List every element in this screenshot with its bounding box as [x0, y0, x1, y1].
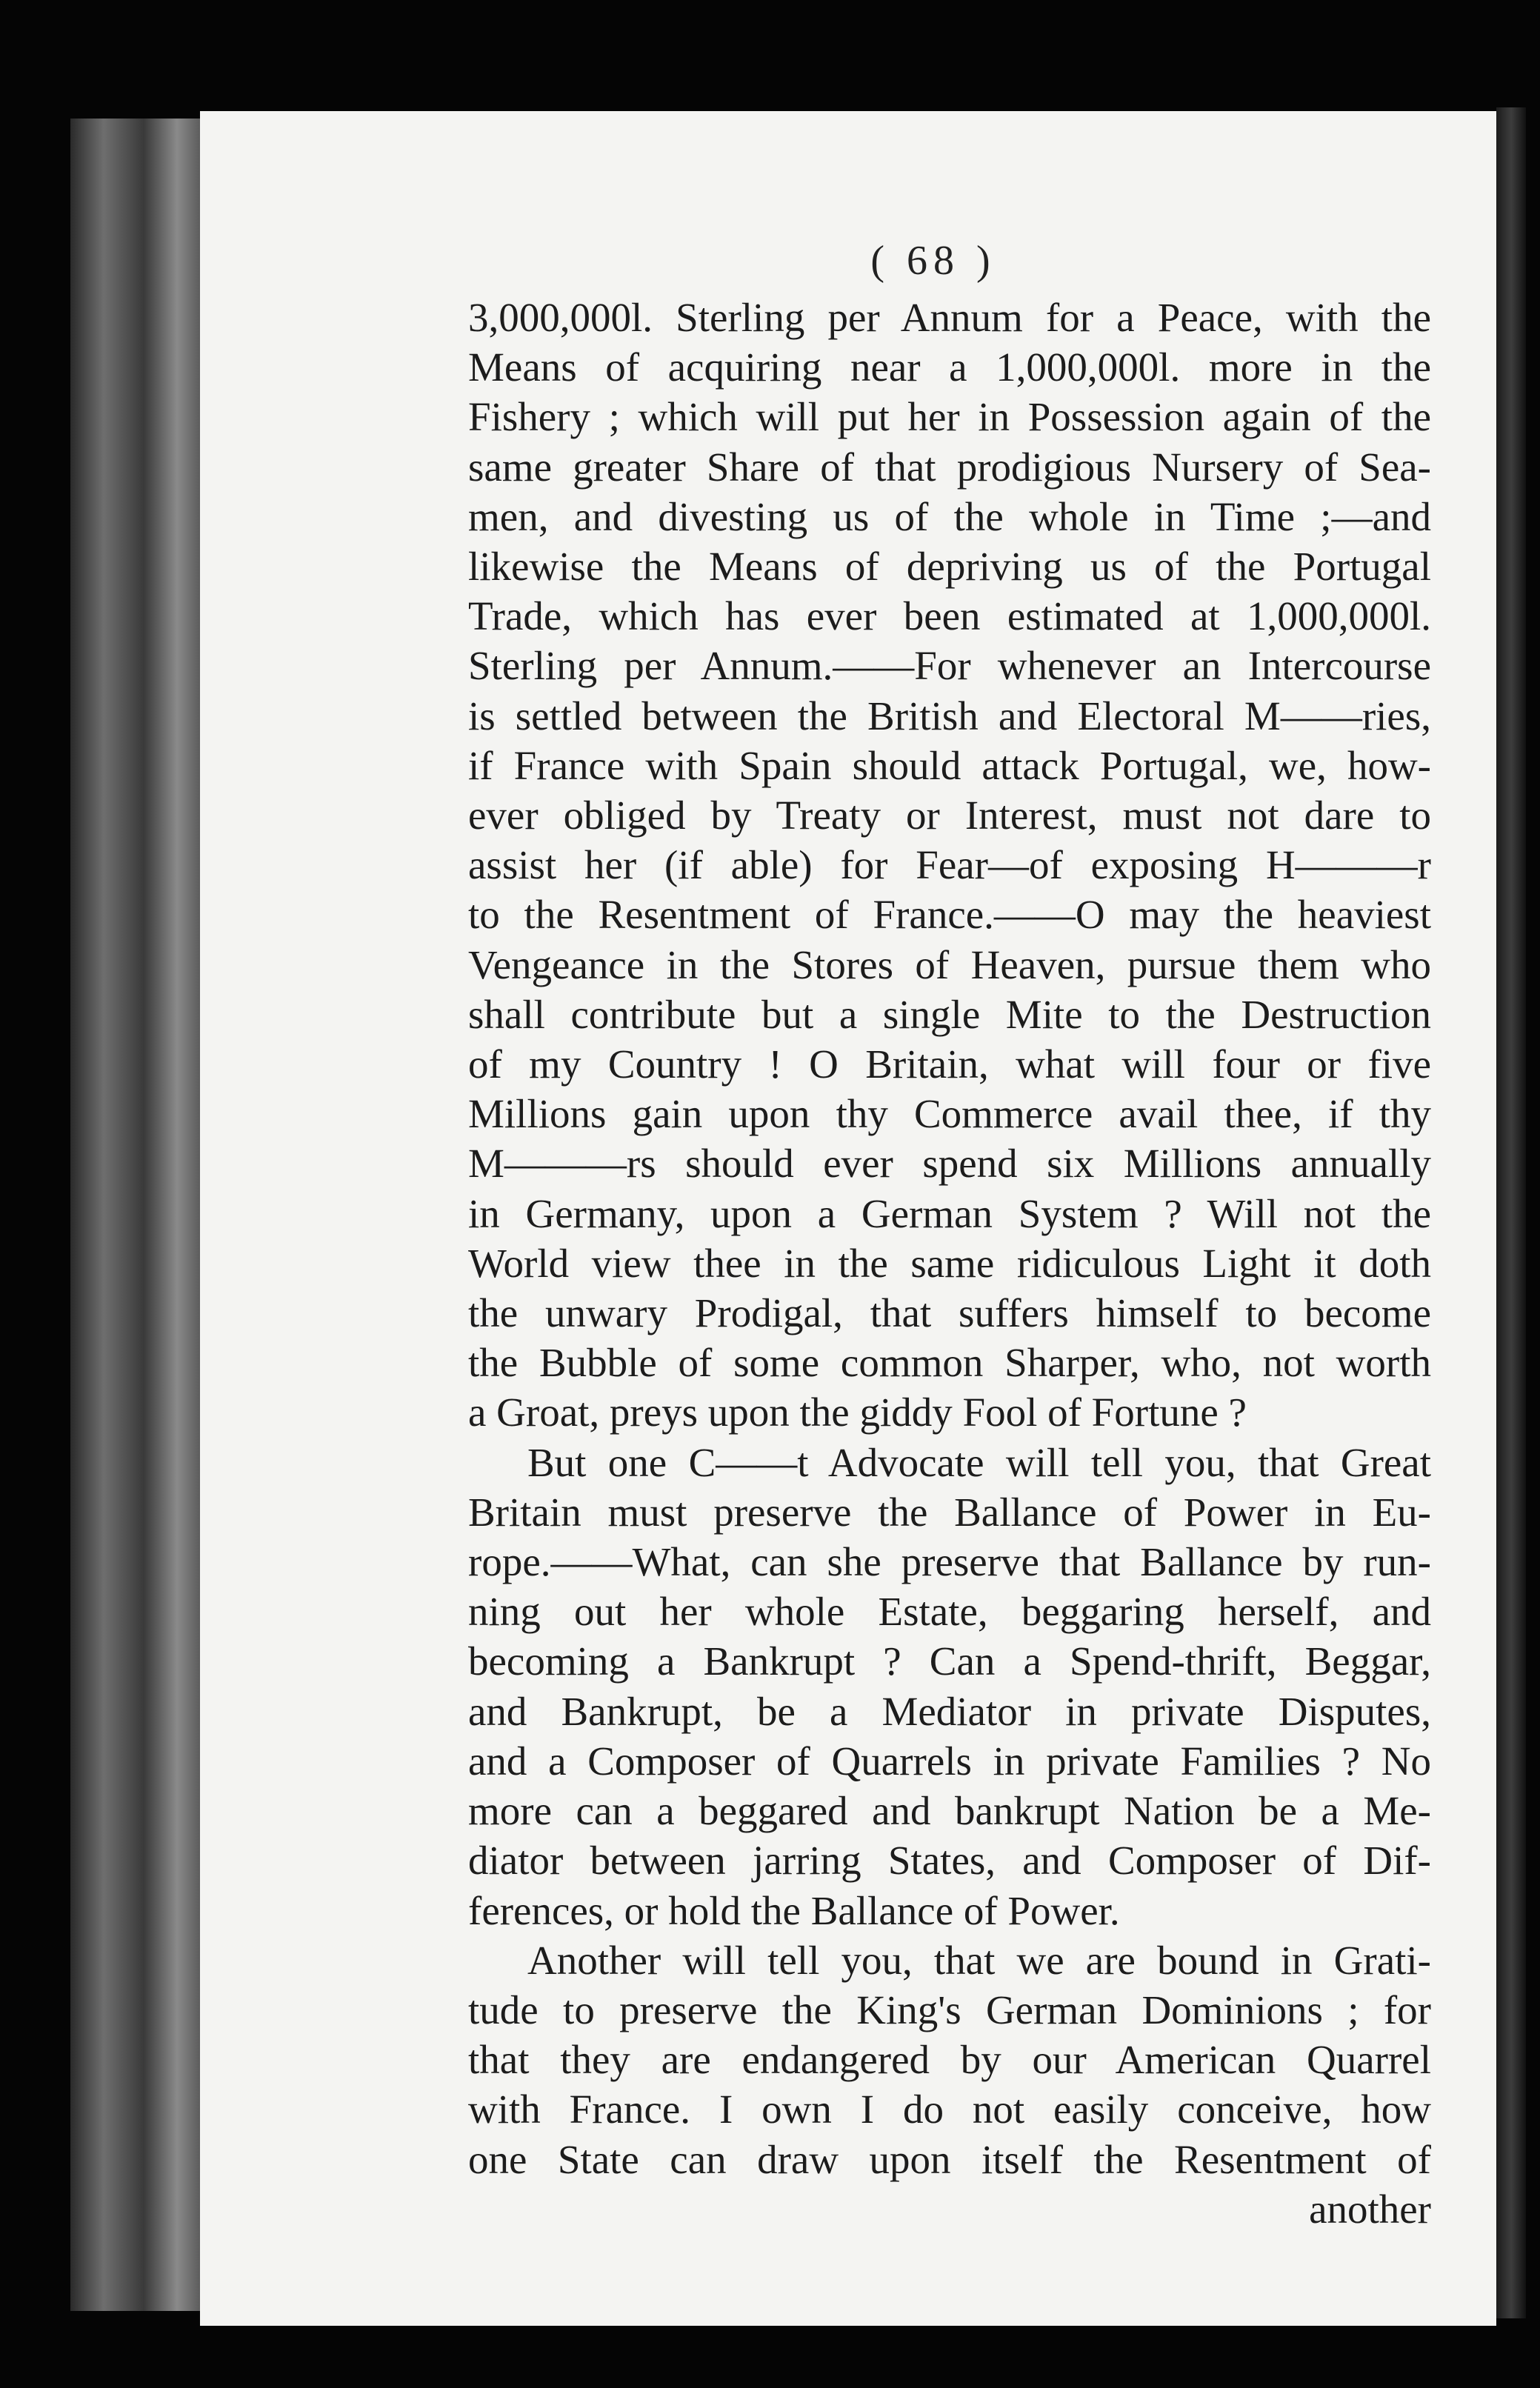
- text-line: of my Country ! O Britain, what will four or five: [468, 1041, 1431, 1087]
- text-line: becoming a Bankrupt ? Can a Spend-thrift, Beggar,: [468, 1638, 1431, 1684]
- text-line: likewise the Means of depriving us of the Portugal: [468, 544, 1431, 590]
- catchword: another: [1309, 2186, 1431, 2232]
- text-line: M———rs should ever spend six Millions annually: [468, 1141, 1431, 1187]
- text-line: with France. I own I do not easily conceive, how: [468, 2087, 1431, 2132]
- text-line: ferences, or hold the Ballance of Power.: [468, 1887, 1120, 1933]
- text-line: one State can draw upon itself the Resentment of: [468, 2136, 1431, 2182]
- book-spine-edge: [70, 119, 204, 2311]
- text-line: shall contribute but a single Mite to the Destruction: [468, 991, 1431, 1037]
- text-line: a Groat, preys upon the giddy Fool of Fortune ?: [468, 1390, 1247, 1435]
- text-line: that they are endangered by our American Quarrel: [468, 2037, 1431, 2083]
- text-line: tude to preserve the King's German Dominions ; for: [468, 1987, 1431, 2032]
- text-line: Means of acquiring near a 1,000,000l. more in the: [468, 344, 1431, 390]
- text-line: ning out her whole Estate, beggaring herself, and: [468, 1589, 1431, 1635]
- text-line: is settled between the British and Electoral M——ries,: [468, 693, 1431, 738]
- text-line: But one C——t Advocate will tell you, that Great: [527, 1439, 1431, 1485]
- text-line: Trade, which has ever been estimated at 1,000,000l.: [468, 593, 1431, 639]
- text-line: Britain must preserve the Ballance of Power in Eu-: [468, 1489, 1431, 1535]
- text-line: the Bubble of some common Sharper, who, not worth: [468, 1340, 1431, 1386]
- text-line: and a Composer of Quarrels in private Families ? No: [468, 1738, 1431, 1784]
- body-text: [468, 293, 1431, 2234]
- text-line: in Germany, upon a German System ? Will not the: [468, 1190, 1431, 1236]
- text-line: Vengeance in the Stores of Heaven, pursue them who: [468, 941, 1431, 987]
- text-line: men, and divesting us of the whole in Time ;—and: [468, 493, 1431, 539]
- text-line: more can a beggared and bankrupt Nation be a Me-: [468, 1788, 1431, 1834]
- text-line: Another will tell you, that we are bound in Grati-: [527, 1937, 1431, 1983]
- text-line: World view thee in the same ridiculous Light it doth: [468, 1240, 1431, 1286]
- text-line: Sterling per Annum.——For whenever an Intercourse: [468, 643, 1431, 689]
- text-line: if France with Spain should attack Portugal, we, how-: [468, 742, 1431, 788]
- text-line: and Bankrupt, be a Mediator in private Disputes,: [468, 1688, 1431, 1734]
- text-line: to the Resentment of France.——O may the heaviest: [468, 892, 1431, 938]
- text-line: rope.——What, can she preserve that Ballance by run-: [468, 1539, 1431, 1585]
- text-line: 3,000,000l. Sterling per Annum for a Peace, with the: [468, 295, 1431, 340]
- facing-page-edge: [1496, 107, 1526, 2318]
- page-number: ( 68 ): [870, 238, 996, 284]
- text-line: diator between jarring States, and Composer of Dif-: [468, 1838, 1431, 1884]
- text-line: Millions gain upon thy Commerce avail thee, if thy: [468, 1091, 1431, 1137]
- text-line: Fishery ; which will put her in Possession again of the: [468, 394, 1431, 440]
- text-line: the unwary Prodigal, that suffers himself to become: [468, 1290, 1431, 1336]
- text-line: ever obliged by Treaty or Interest, must not dare to: [468, 793, 1431, 838]
- text-line: same greater Share of that prodigious Nursery of Sea-: [468, 444, 1431, 490]
- text-line: assist her (if able) for Fear—of exposing H———r: [468, 842, 1431, 888]
